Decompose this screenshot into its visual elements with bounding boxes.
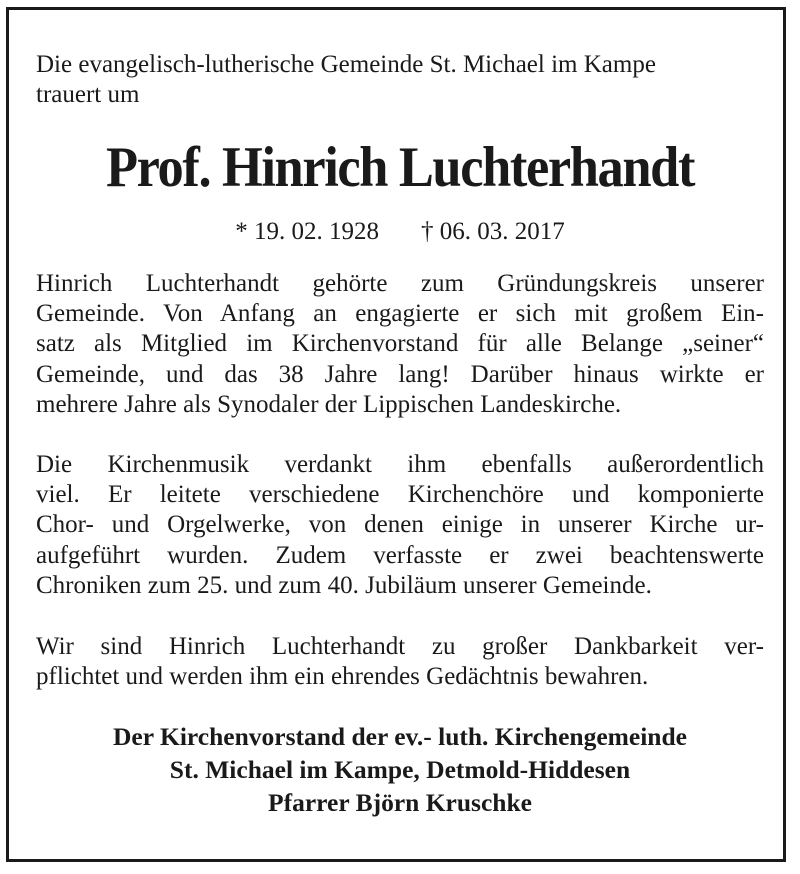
paragraph-line: Gemeinde, und das 38 Jahre lang! Darüber hinaus wirkte er xyxy=(36,360,764,388)
signature-line-2: St. Michael im Kampe, Detmold-Hiddesen xyxy=(169,755,631,784)
intro-text xyxy=(36,50,764,110)
paragraph-line: Wir sind Hinrich Luchterhandt zu großer Dankbarkeit ver- xyxy=(36,633,764,660)
paragraph-line: Chor- und Orgelwerke, von denen einige in unserer Kirche ur- xyxy=(36,511,764,539)
signature-line-3: Pfarrer Björn Kruschke xyxy=(268,788,532,817)
paragraph-gratitude xyxy=(36,632,764,692)
paragraph-line: Hinrich Luchterhandt gehörte zum Gründungskreis unserer xyxy=(36,270,764,297)
paragraph-line: Die Kirchenmusik verdankt ihm ebenfalls außerordentlich xyxy=(36,451,764,478)
paragraph-line: pflichtet und werden ihm ein ehrendes Gedächtnis bewahren. xyxy=(36,663,649,691)
obituary-notice xyxy=(36,50,764,817)
intro-line-2: trauert um xyxy=(36,81,140,108)
paragraph-founding xyxy=(36,269,764,420)
paragraph-line: aufgeführt wurden. Zudem verfasste er zwei beachtenswerte xyxy=(36,541,764,569)
paragraph-line: viel. Er leitete verschiedene Kirchenchöre und komponierte xyxy=(36,481,764,509)
paragraph-music xyxy=(36,450,764,601)
signature-block xyxy=(36,720,764,819)
paragraph-line: Gemeinde. Von Anfang an engagierte er sich mit großem Ein- xyxy=(36,300,764,328)
deceased-name: Prof. Hinrich Luchterhandt xyxy=(105,136,695,199)
paragraph-line: mehrere Jahre als Synodaler der Lippischen Landeskirche. xyxy=(36,390,622,418)
death-date: † 06. 03. 2017 xyxy=(421,218,565,245)
signature-line-1: Der Kirchenvorstand der ev.- luth. Kirchengemeinde xyxy=(113,722,687,751)
paragraph-line: satz als Mitglied im Kirchenvorstand für alle Belange „seiner“ xyxy=(36,330,764,358)
life-dates xyxy=(36,216,764,248)
paragraph-line: Chroniken zum 25. und zum 40. Jubiläum unserer Gemeinde. xyxy=(36,571,652,599)
birth-date: * 19. 02. 1928 xyxy=(235,218,379,245)
intro-line-1: Die evangelisch-lutherische Gemeinde St. Michael im Kampe xyxy=(36,51,656,78)
